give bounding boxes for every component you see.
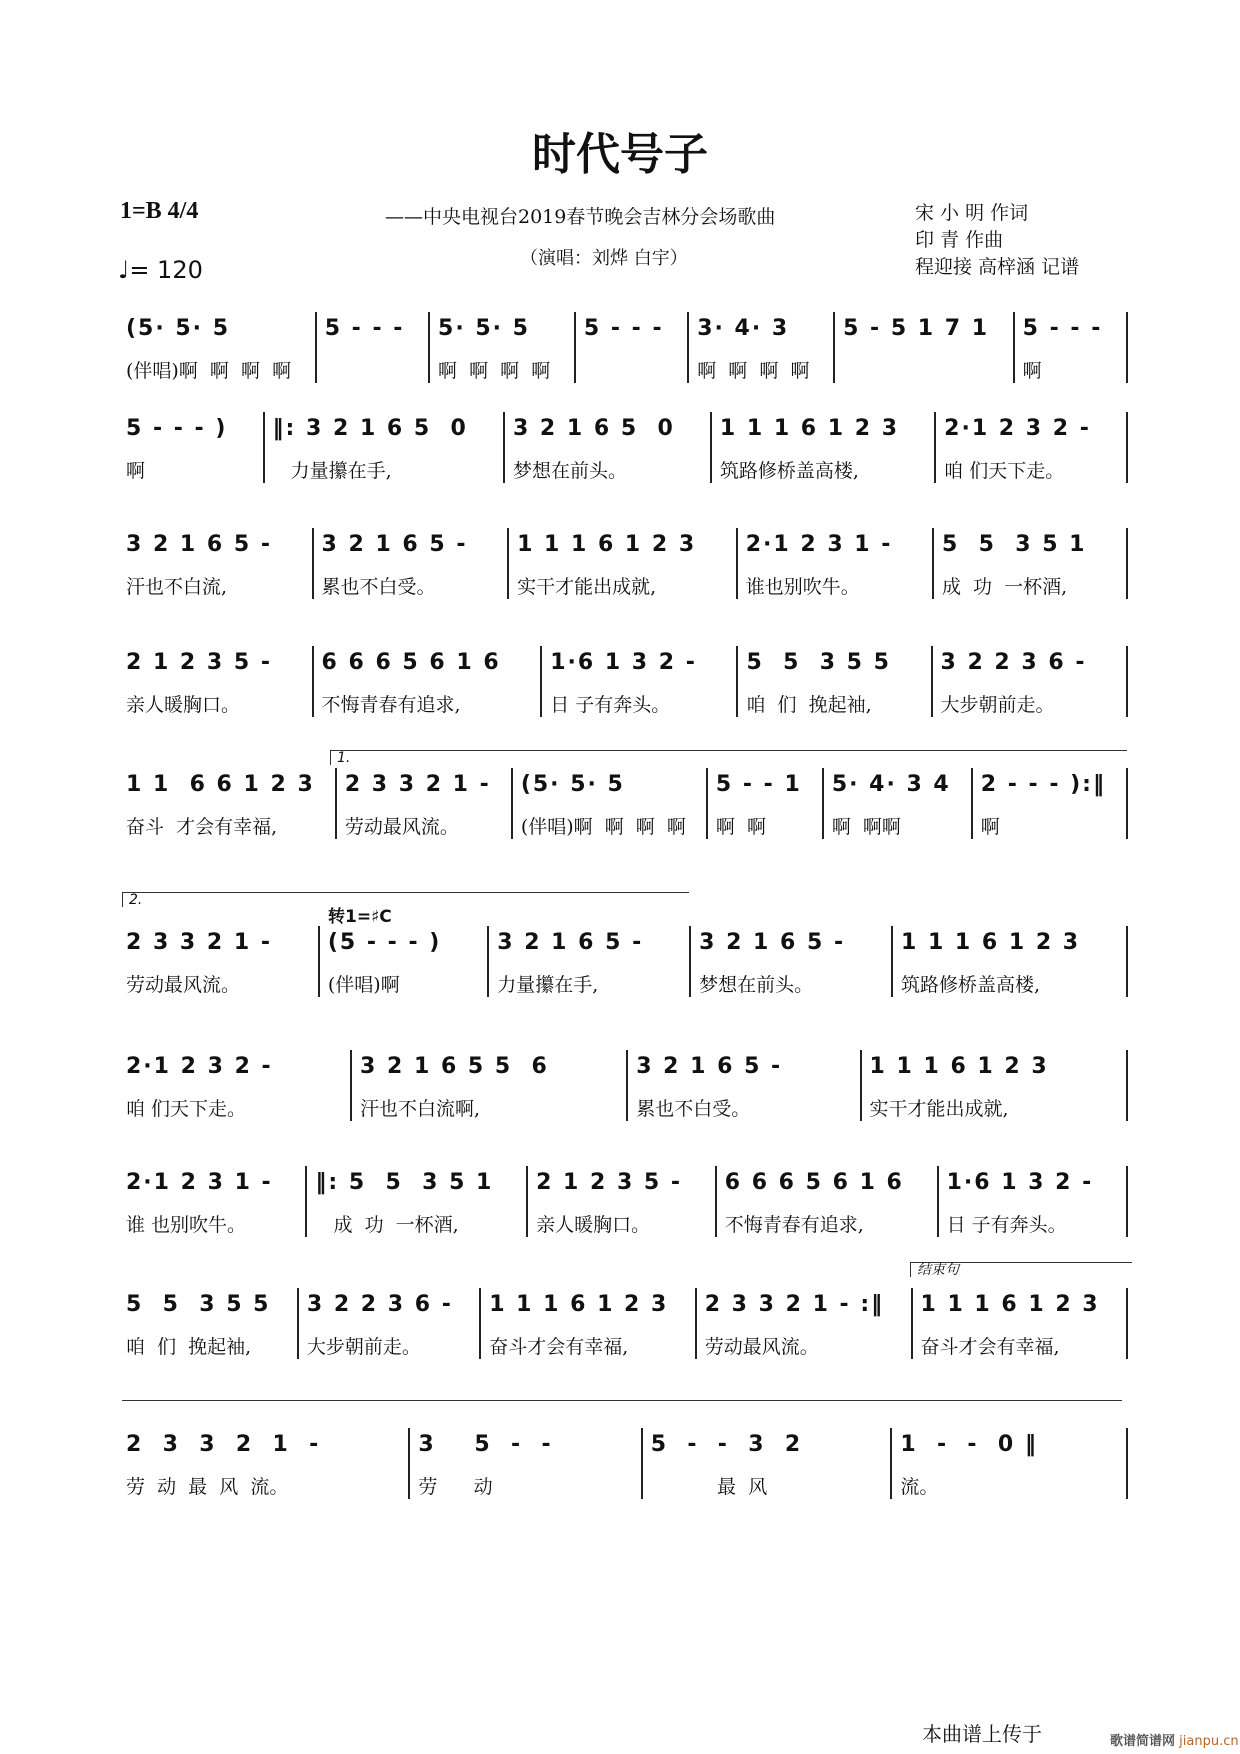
notes: 5 - 5 1 7 1 [843, 316, 990, 341]
notes: 3 2 1 6 5 0 [512, 416, 675, 441]
notes: ‖: 3 2 1 6 5 0 [272, 416, 468, 441]
notes: 2 3 3 2 1 - [126, 1432, 321, 1457]
lyrics: 奋斗才会有幸福, [920, 1336, 1060, 1358]
measure [934, 412, 1128, 483]
notes: 3 2 1 6 5 - [699, 930, 846, 955]
measure [710, 412, 934, 483]
notes: 3 2 1 6 5 - [636, 1054, 783, 1079]
notes: 1·6 1 3 2 - [550, 650, 697, 675]
measure [312, 646, 541, 717]
measure [118, 768, 335, 839]
staff-row [118, 646, 1128, 717]
measure [511, 768, 706, 839]
notes: 5 5 3 5 1 [941, 532, 1087, 557]
notes: 2 3 3 2 1 - [126, 930, 272, 955]
notes: 1 1 1 6 1 2 3 [517, 532, 697, 557]
lyrics: 亲人暖胸口。 [126, 694, 241, 716]
lyrics: 汗也不白流啊, [360, 1098, 481, 1120]
measure [833, 312, 1013, 383]
lyrics: 累也不白受。 [636, 1098, 751, 1120]
notes: 2·1 2 3 1 - [126, 1170, 273, 1195]
lyrics: 筑路修桥盖高楼, [900, 974, 1041, 996]
lyrics: 啊 [980, 816, 1000, 838]
lyrics: 力量攥在手, [497, 974, 599, 996]
staff-row [118, 768, 1128, 839]
measure [118, 646, 312, 717]
measure [318, 926, 487, 997]
notes: 2 3 3 2 1 - :‖ [704, 1292, 885, 1317]
notes: 3 5 - - [418, 1432, 553, 1457]
notes: (5· 5· 5 [126, 316, 231, 341]
song-title: 时代号子 [532, 129, 708, 180]
ending-bracket: 结束句 [910, 1262, 1132, 1277]
lyrics: 咱 们天下走。 [126, 1098, 247, 1120]
measure [297, 1288, 479, 1359]
measure [118, 528, 312, 599]
staff-row [118, 528, 1128, 599]
lyrics: 咱 们天下走。 [944, 460, 1065, 482]
measure [540, 646, 736, 717]
lyrics: 亲人暖胸口。 [536, 1214, 651, 1236]
coda-line [122, 1400, 1122, 1401]
notes: 5· 5· 5 [438, 316, 530, 341]
measure [335, 768, 511, 839]
watermark [1110, 1730, 1239, 1749]
lyrics: (伴唱)啊 [327, 974, 400, 996]
notes: 1 1 1 6 1 2 3 [920, 1292, 1100, 1317]
notes: 5 - - - [324, 316, 405, 341]
measure [118, 1166, 305, 1237]
lyrics: 啊 [1022, 360, 1042, 382]
lyrics: 大步朝前走。 [940, 694, 1055, 716]
staff-row [118, 1050, 1128, 1121]
lyrics: 成 功 一杯酒, [315, 1214, 459, 1236]
notes: 1 1 1 6 1 2 3 [869, 1054, 1049, 1079]
lyrics: 劳动最风流。 [344, 816, 459, 838]
notes: 5 5 3 5 5 [746, 650, 891, 675]
credits [915, 200, 1079, 281]
measure [687, 312, 833, 383]
measure [736, 646, 930, 717]
lyrics: 啊 啊啊 [831, 816, 901, 838]
measure [305, 1166, 526, 1237]
lyrics: 啊 啊 啊 啊 [438, 360, 551, 382]
notes: 2 1 2 3 5 - [536, 1170, 683, 1195]
tempo-marking: ♩= 120 [118, 256, 203, 284]
lyrics: 成 功 一杯酒, [941, 576, 1068, 598]
lyrics: 日 子有奔头。 [946, 1214, 1067, 1236]
lyrics: 咱 们 挽起袖, [746, 694, 872, 716]
staff-row [118, 926, 1128, 997]
subtitle: ——中央电视台2019春节晚会吉林分会场歌曲 [385, 206, 776, 228]
lyrics: 累也不白受。 [321, 576, 436, 598]
measure [1013, 312, 1128, 383]
lyrics: 啊 啊 啊 啊 [697, 360, 810, 382]
modulation-mark: 转1=♯C [328, 907, 392, 927]
lyrics: 不悔青春有追求, [321, 694, 461, 716]
measure [428, 312, 574, 383]
lyrics: 咱 们 挽起袖, [126, 1336, 252, 1358]
composer: 印 青 作曲 [915, 229, 1004, 251]
notes: ‖: 5 5 3 5 1 [315, 1170, 494, 1195]
notes: 3· 4· 3 [697, 316, 790, 341]
measure [118, 1428, 408, 1499]
notes: 3 2 1 6 5 - [497, 930, 644, 955]
measure [350, 1050, 626, 1121]
measure [706, 768, 822, 839]
measure [507, 528, 736, 599]
staff-row [118, 1428, 1128, 1499]
notes: 2 - - - ):‖ [980, 772, 1106, 797]
measure [574, 312, 687, 383]
key-signature: 1=B 4/4 [120, 198, 199, 224]
notes: (5· 5· 5 [520, 772, 625, 797]
notes: 5 - - - ) [126, 416, 228, 441]
notes: 5 - - - [583, 316, 664, 341]
notes: 2·1 2 3 2 - [126, 1054, 273, 1079]
measure [736, 528, 932, 599]
measure [479, 1288, 694, 1359]
upload-note: 本曲谱上传于 [922, 1722, 1042, 1746]
lyrics: 奋斗才会有幸福, [489, 1336, 629, 1358]
lyrics: 梦想在前头。 [512, 460, 627, 482]
notes: 3 2 2 3 6 - [940, 650, 1087, 675]
measure [408, 1428, 640, 1499]
lyrics: 力量攥在手, [272, 460, 392, 482]
lyrics: 大步朝前走。 [306, 1336, 421, 1358]
measure [263, 412, 503, 483]
notes: 1 1 6 6 1 2 3 [126, 772, 315, 797]
lyrics: 谁 也别吹牛。 [126, 1214, 247, 1236]
lyrics: 汗也不白流, [126, 576, 228, 598]
lyrics: 流。 [900, 1476, 939, 1498]
lyrics: 谁也别吹牛。 [745, 576, 860, 598]
notes: 3 2 1 6 5 - [126, 532, 272, 557]
notes: 5 - - - [1022, 316, 1103, 341]
measure [118, 1050, 350, 1121]
lyrics: 不悔青春有追求, [724, 1214, 864, 1236]
lyrics: 日 子有奔头。 [550, 694, 671, 716]
measure [641, 1428, 891, 1499]
lyricist: 宋 小 明 作词 [915, 202, 1029, 224]
lyrics: 劳动最风流。 [126, 974, 241, 996]
notes: 5· 4· 3 4 [831, 772, 951, 797]
lyrics: 实干才能出成就, [869, 1098, 1009, 1120]
lyrics: 实干才能出成就, [517, 576, 657, 598]
notes: 2 3 3 2 1 - [344, 772, 491, 797]
measure [715, 1166, 937, 1237]
notes: 5 5 3 5 5 [126, 1292, 271, 1317]
measure [626, 1050, 859, 1121]
staff-row [118, 1288, 1128, 1359]
volta-1: 1. [330, 750, 1127, 765]
measure [891, 926, 1128, 997]
measure [503, 412, 710, 483]
notes: 3 2 1 6 5 5 6 [360, 1054, 549, 1079]
staff-row [118, 412, 1128, 483]
measure [911, 1288, 1128, 1359]
notes: 1·6 1 3 2 - [946, 1170, 1094, 1195]
staff-row [118, 312, 1128, 383]
lyrics: 劳 动 最 风 流。 [126, 1476, 289, 1498]
measure [932, 528, 1128, 599]
notes: 1 1 1 6 1 2 3 [900, 930, 1081, 955]
lyrics: 奋斗 才会有幸福, [126, 816, 278, 838]
lyrics: (伴唱)啊 啊 啊 啊 [520, 816, 686, 838]
notes: 5 - - 3 2 [650, 1432, 803, 1457]
notes: 5 - - 1 [715, 772, 802, 797]
measure [695, 1288, 911, 1359]
notes: 3 2 2 3 6 - [306, 1292, 453, 1317]
lyrics: 梦想在前头。 [699, 974, 814, 996]
measure [118, 926, 318, 997]
measure [822, 768, 971, 839]
singers: （演唱：刘烨 白宇） [520, 248, 688, 269]
notes: 1 1 1 6 1 2 3 [489, 1292, 669, 1317]
notes: 3 2 1 6 5 - [321, 532, 468, 557]
transcriber: 程迎接 高梓涵 记谱 [915, 256, 1080, 278]
notes: 6 6 6 5 6 1 6 [724, 1170, 904, 1195]
lyrics: 劳动最风流。 [704, 1336, 819, 1358]
measure [937, 1166, 1128, 1237]
measure [526, 1166, 715, 1237]
lyrics: 筑路修桥盖高楼, [719, 460, 859, 482]
watermark-url: jianpu.cn [1179, 1734, 1239, 1749]
lyrics: 劳 动 [418, 1476, 493, 1498]
measure [890, 1428, 1128, 1499]
lyrics: (伴唱)啊 啊 啊 啊 [126, 360, 292, 382]
measure [312, 528, 508, 599]
notes: 2·1 2 3 2 - [944, 416, 1091, 441]
measure [860, 1050, 1128, 1121]
notes: (5 - - - ) [327, 930, 442, 955]
lyrics: 啊 [126, 460, 146, 482]
notes: 6 6 6 5 6 1 6 [321, 650, 501, 675]
notes: 1 - - 0 ‖ [900, 1432, 1038, 1457]
lyrics: 啊 啊 [715, 816, 767, 838]
lyrics: 最 风 [650, 1476, 768, 1498]
measure [971, 768, 1128, 839]
measure [118, 312, 315, 383]
watermark-cn: 歌谱简谱网 [1110, 1734, 1176, 1749]
notes: 1 1 1 6 1 2 3 [719, 416, 900, 441]
measure [931, 646, 1129, 717]
notes: 2 1 2 3 5 - [126, 650, 272, 675]
measure [118, 412, 263, 483]
measure [487, 926, 689, 997]
volta-2: 2. [122, 892, 689, 907]
measure [689, 926, 891, 997]
notes: 2·1 2 3 1 - [745, 532, 893, 557]
staff-row [118, 1166, 1128, 1237]
measure [118, 1288, 297, 1359]
measure [315, 312, 428, 383]
